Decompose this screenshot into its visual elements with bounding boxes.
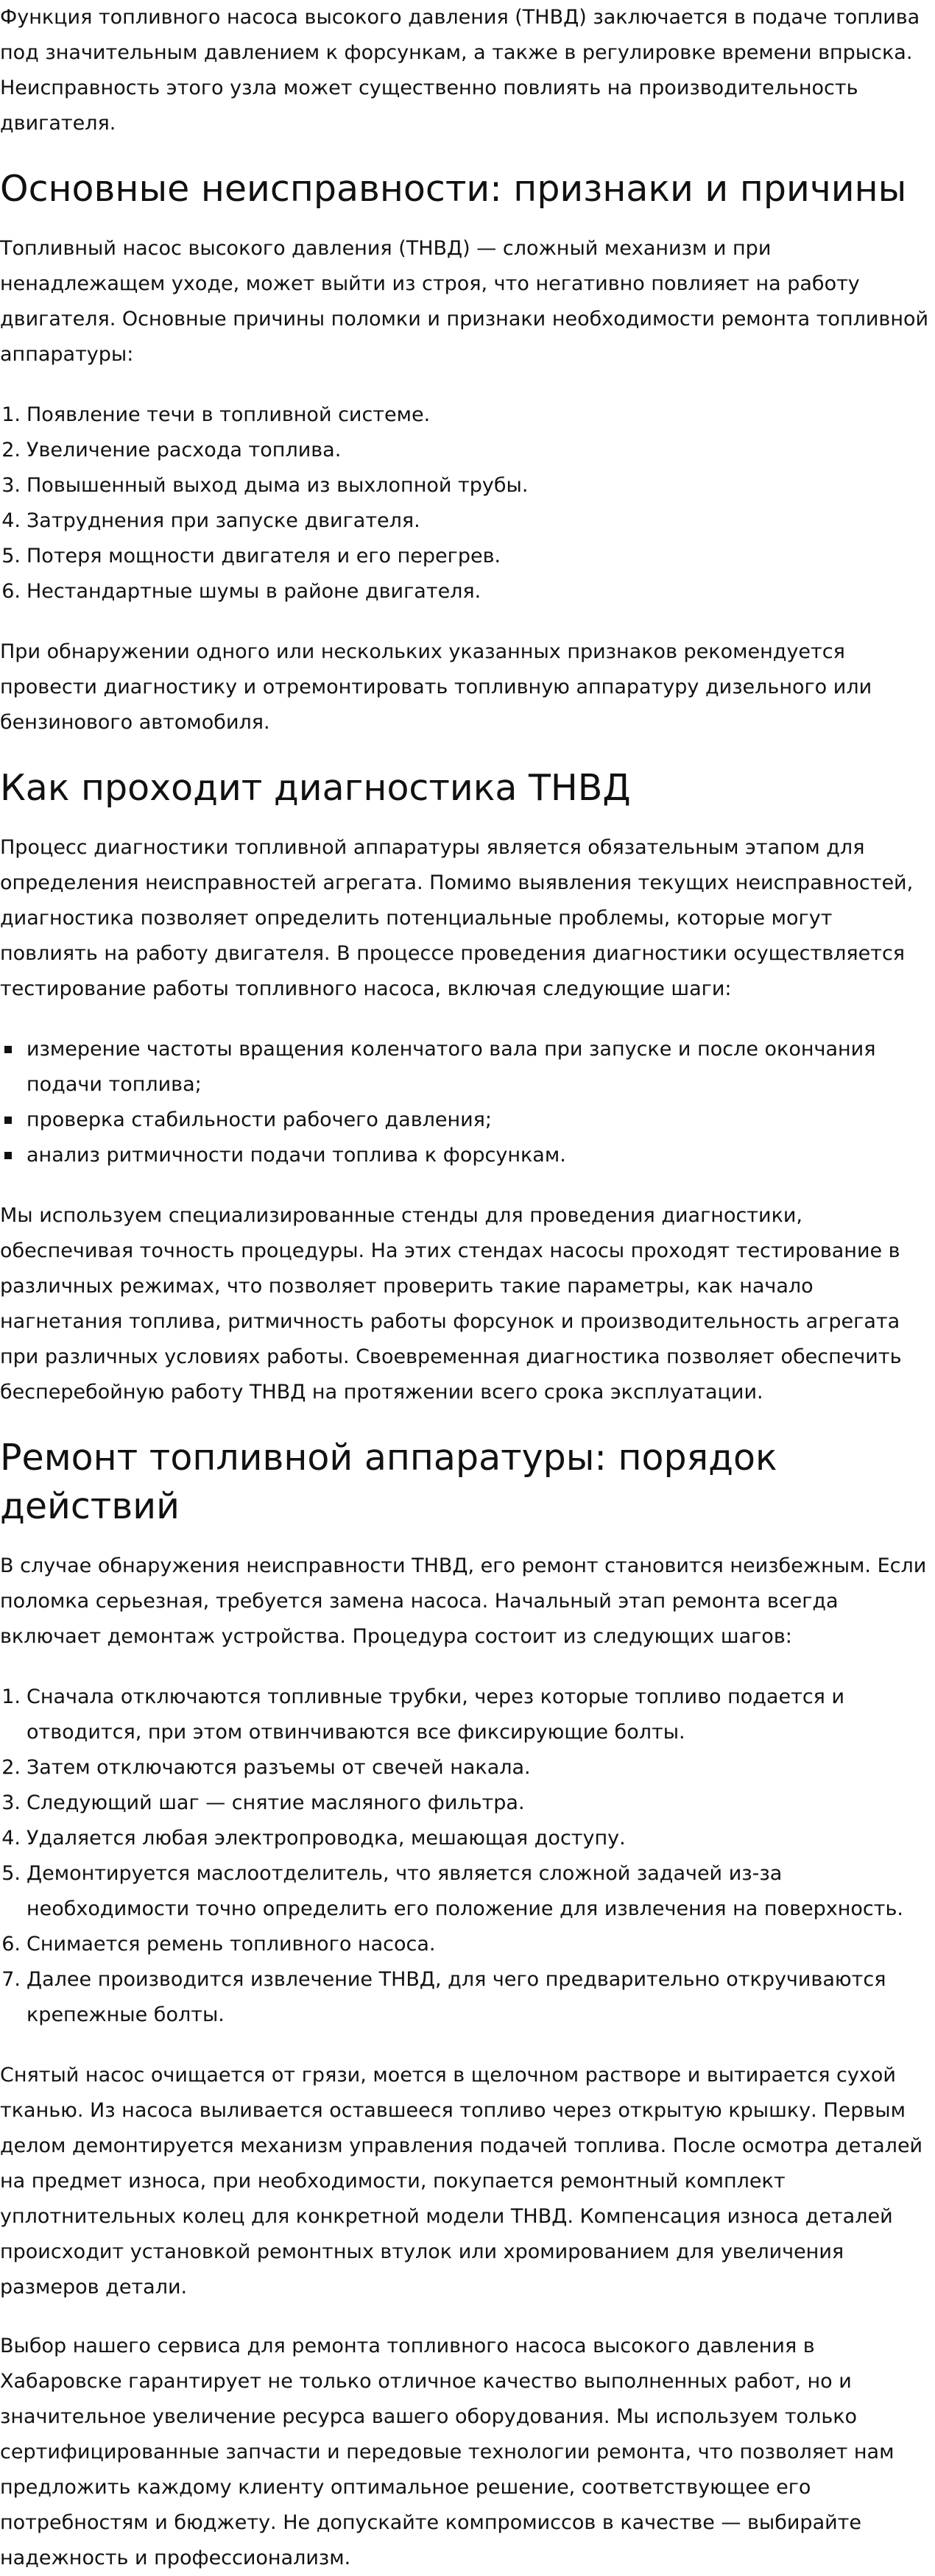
list-item: Повышенный выход дыма из выхлопной трубы. (27, 474, 529, 497)
list-item: Появление течи в топливной системе. (27, 403, 431, 426)
list-item: анализ ритмичности подачи топлива к форсункам. (27, 1138, 931, 1173)
repair-steps-list (0, 1680, 931, 2033)
list-item: Увеличение расхода топлива. (27, 439, 342, 461)
diagnostics-steps-list (0, 1032, 931, 1173)
intro-paragraph: Функция топливного насоса высокого давления (ТНВД) заключается в подаче топлива под значительным давлением к форсункам, а также в регулировке времени впрыска. Неисправность этого узла может существенно повлиять на производительность двигателя. (0, 6, 920, 135)
list-item: Снимается ремень топливного насоса. (27, 1933, 436, 1956)
list-item: проверка стабильности рабочего давления; (27, 1103, 931, 1138)
list-item: Демонтируется маслоотделитель, что является сложной задачей из-за необходимости точно определить его положение для извлечения на поверхность. (27, 1862, 903, 1920)
faults-list (0, 397, 931, 609)
list-item: Затруднения при запуске двигателя. (27, 509, 420, 532)
section-repair-paragraph: В случае обнаружения неисправности ТНВД, его ремонт становится неизбежным. Если поломка серьезная, требуется замена насоса. Начальный этап ремонта всегда включает демонтаж устройства. Процедура состоит из следующих шагов: (0, 1554, 927, 1648)
list-item: Следующий шаг — снятие масляного фильтра. (27, 1791, 525, 1814)
section-diagnostics-paragraph: Процесс диагностики топливной аппаратуры является обязательным этапом для определения неисправностей агрегата. Помимо выявления текущих неисправностей, диагностика позволяет определить потенциальные проблемы, которые могут повлиять на работу двигателя. В процессе проведения диагностики осуществляется тестирование работы топливного насоса, включая следующие шаги: (0, 836, 914, 1000)
section-faults-paragraph: Топливный насос высокого давления (ТНВД) — сложный механизм и при ненадлежащем уходе, может выйти из строя, что негативно повлияет на работу двигателя. Основные причины поломки и признаки необходимости ремонта топливной аппаратуры: (0, 237, 929, 366)
list-item: Затем отключаются разъемы от свечей накала. (27, 1756, 531, 1779)
section-diagnostics-conclusion: Мы используем специализированные стенды для проведения диагностики, обеспечивая точность процедуры. На этих стендах насосы проходят тестирование в различных режимах, что позволяет проверить такие параметры, как начало нагнетания топлива, ритмичность работы форсунок и производительность агрегата при различных условиях работы. Своевременная диагностика позволяет обеспечить бесперебойную работу ТНВД на протяжении всего срока эксплуатации. (0, 1204, 902, 1404)
section-repair-cleaning-paragraph: Снятый насос очищается от грязи, моется в щелочном растворе и вытирается сухой тканью. Из насоса выливается оставшееся топливо через открытую крышку. Первым делом демонтируется механизм управления подачей топлива. После осмотра деталей на предмет износа, при необходимости, покупается ремонтный комплект уплотнительных колец для конкретной модели ТНВД. Компенсация износа деталей происходит установкой ремонтных втулок или хромированием для увеличения размеров детали. (0, 2064, 923, 2299)
list-item: Далее производится извлечение ТНВД, для чего предварительно откручиваются крепежные болты. (27, 1968, 886, 2026)
list-item: Удаляется любая электропроводка, мешающая доступу. (27, 1827, 626, 1850)
list-item: Потеря мощности двигателя и его перегрев. (27, 545, 501, 567)
section-faults-conclusion: При обнаружении одного или нескольких указанных признаков рекомендуется провести диагностику и отремонтировать топливную аппаратуру дизельного или бензинового автомобиля. (0, 640, 872, 734)
section-heading-diagnostics: Как проходит диагностика ТНВД (0, 767, 631, 809)
section-repair-service-paragraph: Выбор нашего сервиса для ремонта топливного насоса высокого давления в Хабаровске гарантирует не только отличное качество выполненных работ, но и значительное увеличение ресурса вашего оборудования. Мы используем только сертифицированные запчасти и передовые технологии ремонта, что позволяет нам предложить каждому клиенту оптимальное решение, соответствующее его потребностям и бюджету. Не допускайте компромиссов в качестве — выбирайте надежность и профессионализм. (0, 2335, 895, 2569)
section-heading-repair: Ремонт топливной аппаратуры: порядок действий (0, 1437, 777, 1527)
list-item: Сначала отключаются топливные трубки, через которые топливо подается и отводится, при этом отвинчиваются все фиксирующие болты. (27, 1685, 845, 1744)
list-item: Нестандартные шумы в районе двигателя. (27, 580, 481, 603)
paragraph-spacer (0, 2305, 931, 2329)
section-heading-faults: Основные неисправности: признаки и причины (0, 168, 907, 210)
list-item: измерение частоты вращения коленчатого вала при запуске и после окончания подачи топлива; (27, 1032, 931, 1103)
